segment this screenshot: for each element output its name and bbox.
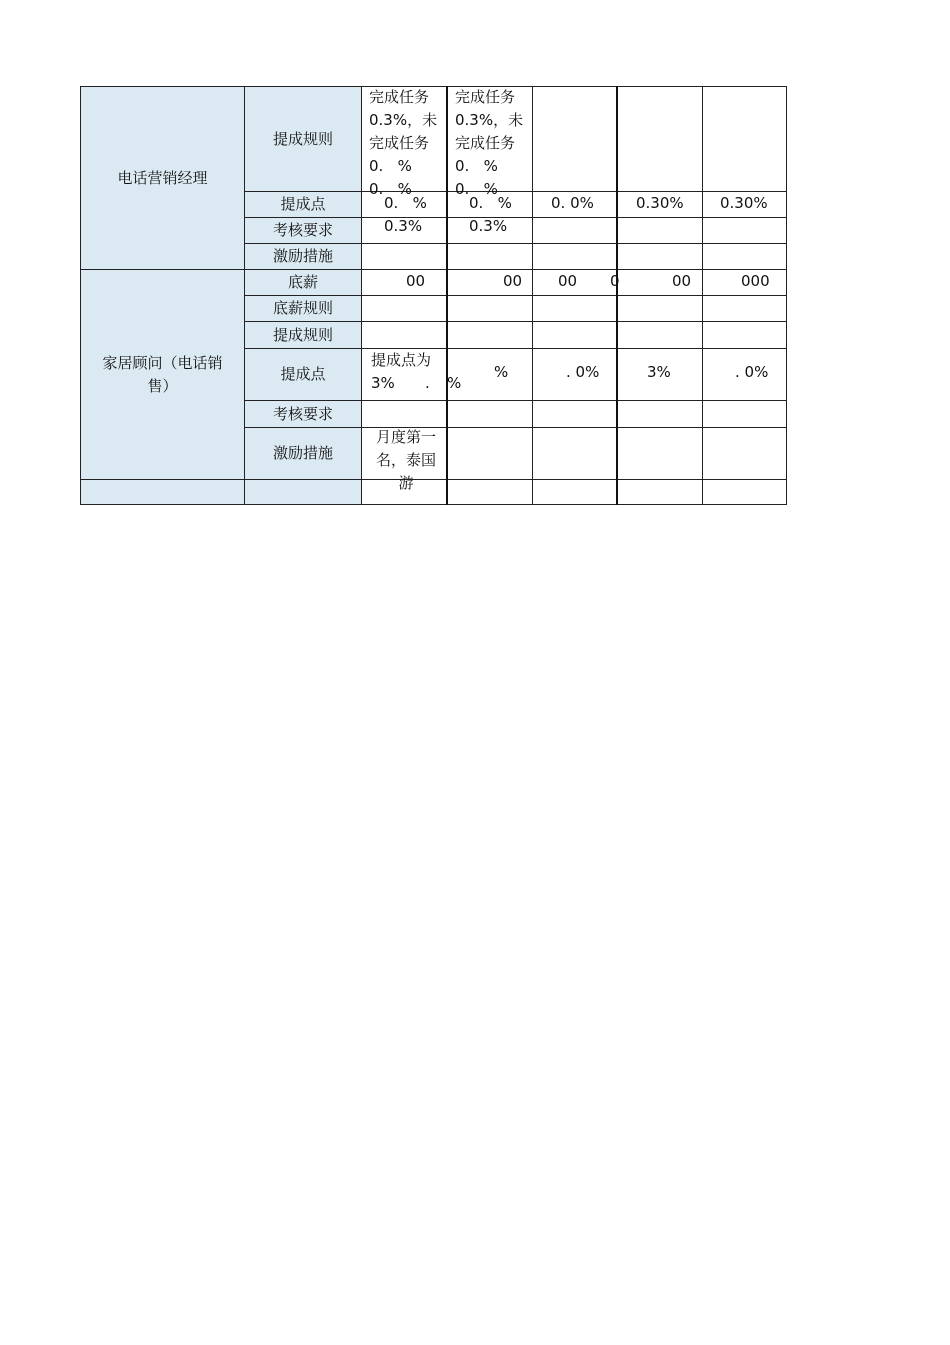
row-label-commission-rule — [244, 321, 362, 349]
row-label-text: 考核要求 — [272, 404, 333, 423]
cell-text: 00 — [406, 272, 426, 290]
data-cell — [617, 427, 703, 480]
group-cell-home-consultant — [80, 269, 245, 480]
data-cell — [702, 243, 787, 270]
cell-text: 0.30% — [636, 194, 684, 212]
data-cell — [617, 243, 703, 270]
data-cell — [361, 321, 448, 349]
row-label-text: 考核要求 — [272, 221, 333, 239]
data-cell — [447, 321, 533, 349]
group-cell-phone-sales-manager — [80, 86, 245, 270]
data-cell — [617, 321, 703, 349]
row-label-text: 底薪规则 — [272, 299, 333, 317]
row-label-text: 激励措施 — [272, 444, 333, 462]
data-cell — [361, 400, 448, 428]
row-label-incentive — [244, 243, 362, 270]
row-label-commission-point — [244, 348, 362, 401]
group-label: 电话营销经理 — [117, 168, 208, 187]
data-cell — [532, 479, 618, 505]
data-cell — [447, 295, 533, 322]
cell-text: % — [494, 363, 509, 381]
row-label-assessment — [244, 400, 362, 428]
data-cell — [532, 427, 618, 480]
row-label-base-salary — [244, 269, 362, 296]
data-cell — [532, 295, 618, 322]
row-label-empty — [244, 479, 362, 505]
cell-text: 00 — [558, 272, 578, 290]
row-label-text: 提成点 — [280, 365, 326, 383]
data-cell — [702, 321, 787, 349]
data-cell — [702, 86, 787, 192]
row-label-base-salary-rule — [244, 295, 362, 322]
data-cell — [617, 217, 703, 244]
cell-text: . 0% — [735, 363, 769, 381]
column-divider — [446, 86, 448, 505]
cell-text: 0. % 0.3% — [469, 194, 512, 235]
row-label-text: 激励措施 — [272, 247, 333, 265]
data-cell — [532, 321, 618, 349]
cell-text: 000 — [741, 272, 770, 290]
data-cell — [447, 427, 533, 480]
cell-text: 完成任务 0.3%，未 完成任务 0. % 0. % — [369, 88, 438, 198]
data-cell — [532, 217, 618, 244]
cell-text: 月度第一 名，泰国 游 — [375, 428, 436, 492]
data-cell — [702, 400, 787, 428]
cell-text: 0.30% — [720, 194, 768, 212]
row-label-text: 提成规则 — [272, 325, 333, 344]
data-cell — [532, 86, 618, 192]
cell-text: 0 — [610, 272, 620, 290]
cell-text: 提成点为 3% — [371, 351, 432, 392]
cell-text: 完成任务 0.3%，未 完成任务 0. % 0. % — [455, 88, 524, 198]
row-label-commission-point — [244, 191, 362, 218]
cell-text: 00 — [503, 272, 523, 290]
column-divider — [616, 86, 618, 505]
data-cell — [447, 479, 533, 505]
data-cell — [702, 427, 787, 480]
row-label-text: 提成规则 — [272, 129, 333, 148]
data-cell — [702, 295, 787, 322]
data-cell — [617, 400, 703, 428]
data-cell — [447, 243, 533, 270]
data-cell — [361, 269, 448, 296]
cell-text: . — [425, 374, 430, 392]
data-cell — [617, 479, 703, 505]
group-cell-empty — [80, 479, 245, 505]
group-label: 家居顾问（电话销 售） — [102, 353, 223, 395]
row-label-incentive — [244, 427, 362, 480]
data-cell — [617, 86, 703, 192]
data-cell — [532, 243, 618, 270]
data-cell — [702, 217, 787, 244]
cell-text: 0. 0% — [551, 194, 594, 212]
cell-text: % — [447, 374, 462, 392]
cell-text: 0. % 0.3% — [384, 194, 427, 235]
row-label-text: 底薪 — [287, 273, 318, 291]
cell-text: 00 — [672, 272, 692, 290]
row-label-text: 提成点 — [280, 195, 326, 213]
row-label-commission-rule — [244, 86, 362, 192]
row-label-assessment — [244, 217, 362, 244]
cell-text: . 0% — [566, 363, 600, 381]
cell-text: 3% — [647, 363, 671, 381]
data-cell — [617, 295, 703, 322]
data-cell — [447, 400, 533, 428]
data-cell — [361, 243, 448, 270]
data-cell — [361, 295, 448, 322]
data-cell — [532, 400, 618, 428]
data-cell — [702, 479, 787, 505]
